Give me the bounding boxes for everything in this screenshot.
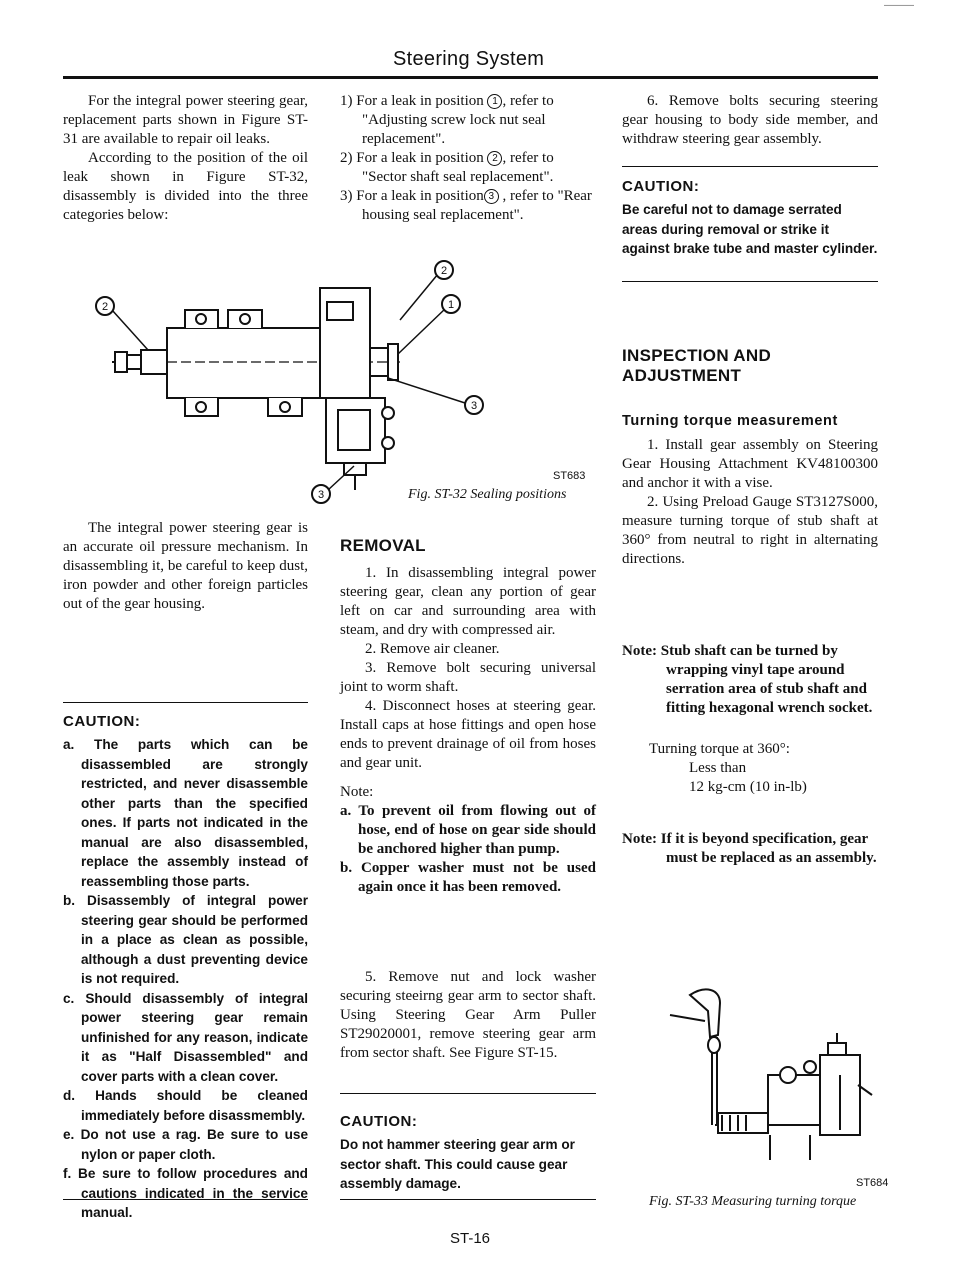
inspection-heading bbox=[622, 346, 771, 386]
fig-st33-illustration bbox=[660, 975, 890, 1165]
torque-line2: 12 kg-cm (10 in-lb) bbox=[689, 779, 807, 795]
removal-step: 4. Disconnect hoses at steering gear. Install caps at hose fittings and open hose ends to prevent drainage of oil from hoses and gear unit. bbox=[340, 698, 596, 771]
page-number: ST-16 bbox=[450, 1230, 491, 1247]
note2-text: Note: If it is beyond specification, gear must be replaced as an assembly. bbox=[622, 831, 877, 866]
caution-item: d. Hands should be cleaned immediately before disassmembly. bbox=[63, 1088, 308, 1123]
removal-step: 2. Remove air cleaner. bbox=[365, 641, 500, 657]
removal-heading: REMOVAL bbox=[340, 536, 426, 555]
caution-item: c. Should disassembly of integral power steering gear remain unfinished for any reason, indicate it as "Half Disassembled" and cover parts with a clean cover. bbox=[63, 990, 308, 1084]
note-item: a. To prevent oil from flowing out of hose, end of hose on gear side should be anchored higher than pump. bbox=[340, 803, 596, 857]
note-stub-shaft bbox=[622, 642, 878, 718]
turning-torque-heading: Turning torque measurement bbox=[622, 413, 838, 429]
removal-step: 3. Remove bolt securing universal joint to worm shaft. bbox=[340, 660, 596, 695]
step5-text: 5. Remove nut and lock washer securing steeirng gear arm to sector shaft. Using Steering Gear Arm Puller ST29020001, remove steering gear arm from sector shaft. See Figure ST-15. bbox=[340, 969, 596, 1061]
leak-item-1: 1) For a leak in position 1 , refer to "Adjusting screw lock nut seal replacement". bbox=[340, 93, 554, 147]
caution-list bbox=[63, 735, 308, 1223]
fig32-code: ST683 bbox=[553, 470, 586, 482]
fig32-callout: 2 bbox=[101, 301, 109, 313]
caution-item: e. Do not use a rag. Be sure to use nylon or paper cloth. bbox=[63, 1127, 308, 1162]
removal-step: 1. In disassembling integral power steering gear, clean any portion of gear left on car and surrounding area with steam, and dry with compressed air. bbox=[340, 565, 596, 638]
leak-item-2: 2) For a leak in position 2 , refer to "Sector shaft seal replacement". bbox=[340, 150, 554, 185]
note-replace bbox=[622, 830, 878, 868]
leak-item-3: 3) For a leak in position 3 , refer to "Rear housing seal replacement". bbox=[340, 188, 592, 223]
note1-text: Note: Stub shaft can be turned by wrapping vinyl tape around serration area of stub shaft and fitting hexagonal wrench socket. bbox=[622, 643, 873, 716]
step6-text: 6. Remove bolts securing steering gear housing to body side member, and withdraw steering gear assembly. bbox=[622, 93, 878, 147]
caution-item: b. Disassembly of integral power steering gear should be performed in a place as clean as possible, although a dust preventing device is not required. bbox=[63, 893, 308, 986]
fig32-callout: 2 bbox=[440, 265, 448, 277]
caution2-rule-bottom bbox=[340, 1199, 596, 1200]
fig32-callout: 1 bbox=[447, 299, 455, 311]
caution2-title: CAUTION: bbox=[340, 1113, 418, 1130]
removal-step-6 bbox=[622, 92, 878, 149]
removal-steps bbox=[340, 564, 596, 897]
note-item: b. Copper washer must not be used again once it has been removed. bbox=[340, 860, 596, 895]
corner-mark: ——— bbox=[884, 0, 914, 11]
caution-item: a. The parts which can be disassembled are strongly restricted, and never disassemble other parts than the specified ones. If parts not indicated in the manual are also disassembled, replace the assembly instead of reassembling those parts. bbox=[63, 737, 308, 889]
fig32-callout: 3 bbox=[317, 489, 325, 501]
caution-rule-bottom bbox=[63, 1199, 308, 1200]
intro-text bbox=[63, 92, 308, 225]
fig32-callout: 3 bbox=[470, 400, 478, 412]
fig33-code: ST684 bbox=[856, 1177, 889, 1189]
leak-list bbox=[340, 92, 596, 225]
fig32-caption: Fig. ST-32 Sealing positions bbox=[408, 487, 567, 502]
inspection-step: 1. Install gear assembly on Steering Gear Housing Attachment KV48100300 and anchor it with a vise. bbox=[622, 437, 878, 491]
fig33-caption: Fig. ST-33 Measuring turning torque bbox=[649, 1194, 857, 1209]
caution3-title: CAUTION: bbox=[622, 178, 700, 195]
inspection-heading-line2: ADJUSTMENT bbox=[622, 366, 742, 385]
removal-step-5 bbox=[340, 968, 596, 1063]
page-title: Steering System bbox=[393, 48, 545, 70]
caution2-body: Do not hammer steering gear arm or sector shaft. This could cause gear assembly damage. bbox=[340, 1137, 575, 1191]
fig-st32-illustration bbox=[70, 258, 590, 518]
caution-title: CAUTION: bbox=[63, 713, 141, 730]
caution3-body: Be careful not to damage serrated areas during removal or strike it against brake tube and master cylinder. bbox=[622, 202, 878, 256]
inspection-heading-line1: INSPECTION AND bbox=[622, 346, 772, 365]
torque-label: Turning torque at 360°: bbox=[649, 741, 790, 757]
header-rule bbox=[63, 76, 878, 79]
accuracy-text: The integral power steering gear is an accurate oil pressure mechanism. In disassembling it, be careful to keep dust, iron powder and other foreign particles out of the gear housing. bbox=[63, 520, 308, 612]
inspection-steps bbox=[622, 436, 878, 569]
caution-item: f. Be sure to follow procedures and cautions indicated in the service manual. bbox=[63, 1166, 308, 1220]
torque-spec bbox=[649, 740, 879, 797]
caution2-rule-top bbox=[340, 1093, 596, 1094]
intro-paragraph-2: According to the position of the oil leak shown in Figure ST-32, disassembly is divided into the three categories below: bbox=[63, 150, 308, 223]
caution3-rule-top bbox=[622, 166, 878, 167]
caution3-rule-bottom bbox=[622, 281, 878, 282]
inspection-step: 2. Using Preload Gauge ST3127S000, measure turning torque of stub shaft at 360° from neutral to right in alternating directions. bbox=[622, 494, 878, 567]
intro-paragraph-1: For the integral power steering gear, replacement parts shown in Figure ST-31 are available to repair oil leaks. bbox=[63, 93, 308, 147]
torque-line1: Less than bbox=[689, 760, 747, 776]
accuracy-paragraph bbox=[63, 519, 308, 614]
caution-rule-top bbox=[63, 702, 308, 703]
note-label: Note: bbox=[340, 784, 374, 800]
